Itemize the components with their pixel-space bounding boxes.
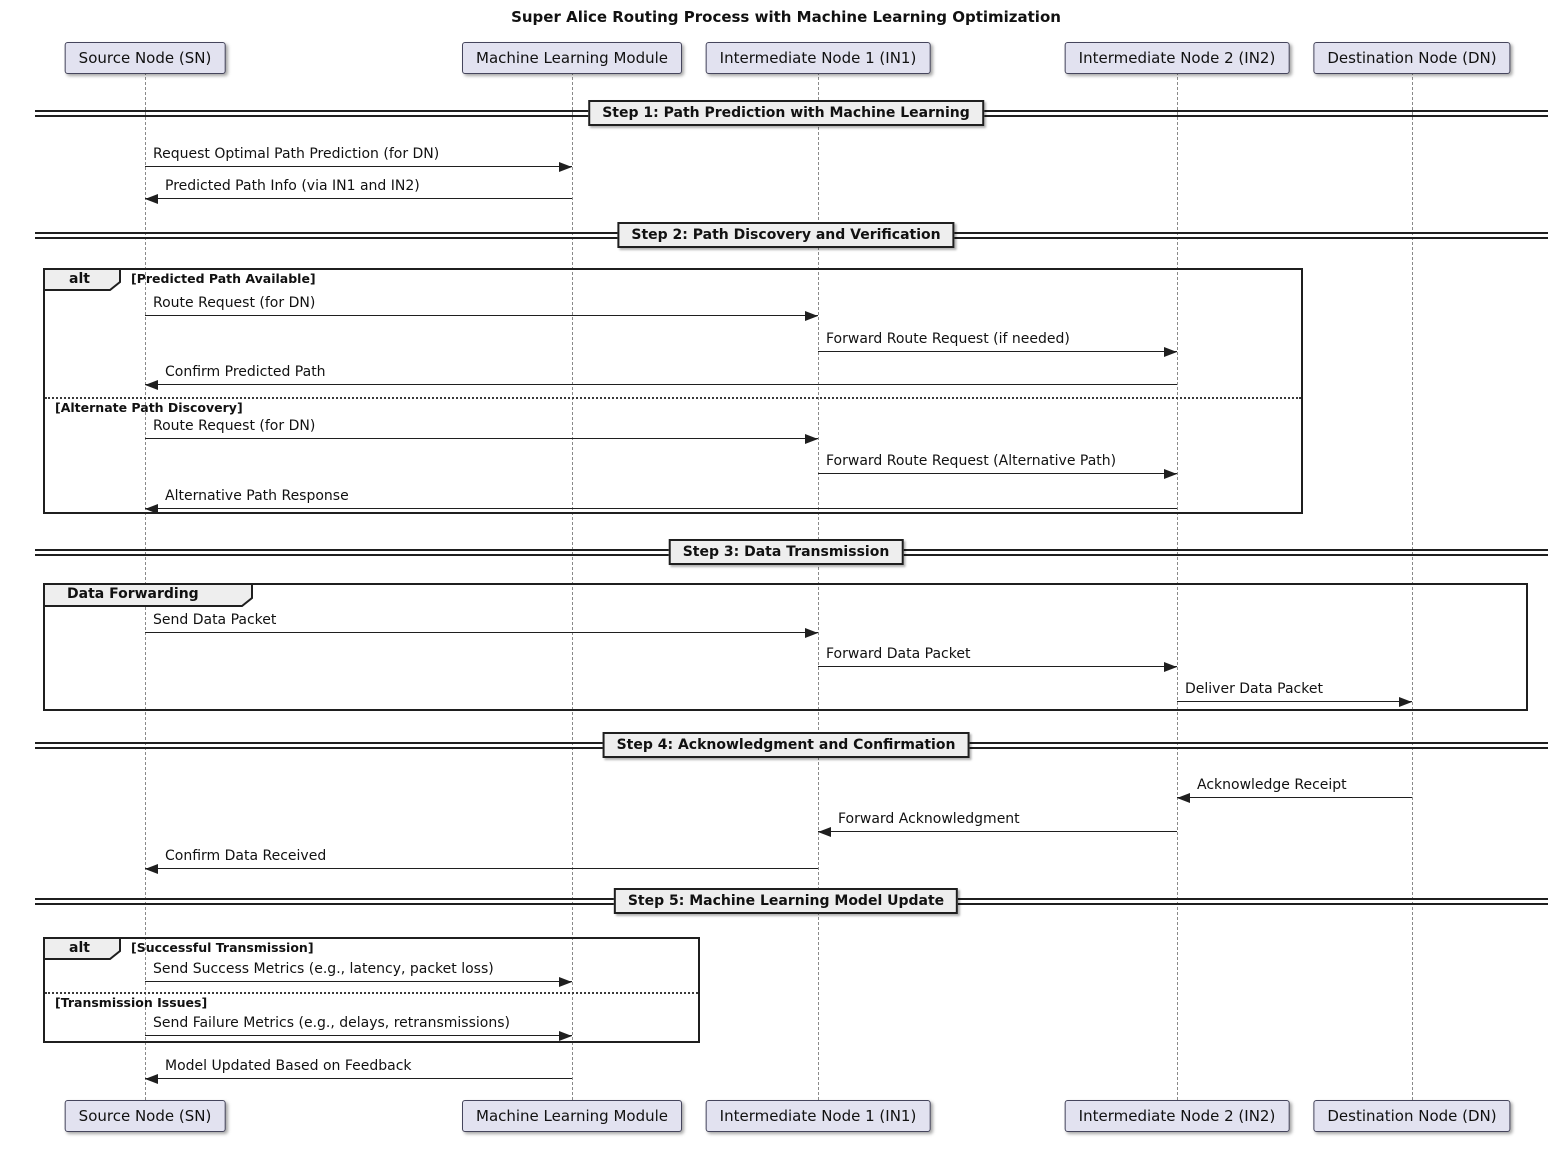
message-label: Send Failure Metrics (e.g., delays, retransmissions): [153, 1015, 510, 1031]
participant-in2-top: Intermediate Node 2 (IN2): [1065, 42, 1290, 74]
arrowhead-icon: [805, 311, 818, 321]
message-line: [145, 508, 1177, 509]
alt-separator: [45, 992, 698, 994]
arrowhead-icon: [559, 977, 572, 987]
arrowhead-icon: [1164, 662, 1177, 672]
message-line: [145, 632, 818, 633]
message-line: [145, 981, 572, 982]
message-line: [145, 438, 818, 439]
message-label: Forward Route Request (Alternative Path): [826, 453, 1117, 469]
guard-label: [Predicted Path Available]: [131, 271, 316, 286]
participant-in2-bottom: Intermediate Node 2 (IN2): [1065, 1100, 1290, 1132]
section-divider-label: Step 4: Acknowledgment and Confirmation: [603, 732, 970, 758]
guard-label: [Successful Transmission]: [131, 940, 314, 955]
arrowhead-icon: [805, 628, 818, 638]
participant-sn-bottom: Source Node (SN): [65, 1100, 226, 1132]
frame-tab-label: Data Forwarding: [67, 586, 199, 602]
message-label: Send Success Metrics (e.g., latency, packet loss): [153, 961, 494, 977]
arrowhead-icon: [559, 1031, 572, 1041]
arrowhead-icon: [559, 162, 572, 172]
participant-mlm-bottom: Machine Learning Module: [462, 1100, 682, 1132]
arrowhead-icon: [1177, 793, 1190, 803]
guard-label: [Alternate Path Discovery]: [55, 400, 243, 415]
message-label: Route Request (for DN): [153, 295, 316, 311]
message-line: [145, 166, 572, 167]
section-divider-label: Step 2: Path Discovery and Verification: [617, 222, 954, 248]
guard-label: [Transmission Issues]: [55, 995, 208, 1010]
message-label: Route Request (for DN): [153, 418, 316, 434]
arrowhead-icon: [1164, 469, 1177, 479]
arrowhead-icon: [145, 380, 158, 390]
message-line: [818, 473, 1177, 474]
arrowhead-icon: [145, 194, 158, 204]
arrowhead-icon: [1399, 697, 1412, 707]
arrowhead-icon: [1164, 347, 1177, 357]
message-label: Forward Acknowledgment: [838, 811, 1020, 827]
arrowhead-icon: [145, 504, 158, 514]
message-line: [145, 198, 572, 199]
arrowhead-icon: [145, 1074, 158, 1084]
frame-tab-label: alt: [69, 271, 90, 287]
arrowhead-icon: [145, 864, 158, 874]
arrowhead-icon: [805, 434, 818, 444]
message-label: Model Updated Based on Feedback: [165, 1058, 412, 1074]
alt-separator: [45, 397, 1301, 399]
message-label: Deliver Data Packet: [1185, 681, 1323, 697]
message-line: [818, 831, 1177, 832]
participant-mlm-top: Machine Learning Module: [462, 42, 682, 74]
message-label: Predicted Path Info (via IN1 and IN2): [165, 178, 420, 194]
message-line: [818, 351, 1177, 352]
message-label: Send Data Packet: [153, 612, 277, 628]
section-divider-label: Step 5: Machine Learning Model Update: [614, 888, 958, 914]
participant-dn-top: Destination Node (DN): [1313, 42, 1510, 74]
message-label: Acknowledge Receipt: [1197, 777, 1347, 793]
section-divider-label: Step 1: Path Prediction with Machine Learning: [588, 100, 984, 126]
message-label: Forward Route Request (if needed): [826, 331, 1070, 347]
arrowhead-icon: [818, 827, 831, 837]
message-line: [818, 666, 1177, 667]
message-line: [1177, 701, 1412, 702]
section-divider-label: Step 3: Data Transmission: [669, 539, 904, 565]
message-line: [145, 384, 1177, 385]
frame-tab-label: alt: [69, 940, 90, 956]
participant-sn-top: Source Node (SN): [65, 42, 226, 74]
message-line: [1177, 797, 1412, 798]
message-label: Alternative Path Response: [165, 488, 349, 504]
message-label: Request Optimal Path Prediction (for DN): [153, 146, 440, 162]
message-line: [145, 315, 818, 316]
participant-dn-bottom: Destination Node (DN): [1313, 1100, 1510, 1132]
message-label: Forward Data Packet: [826, 646, 971, 662]
participant-in1-bottom: Intermediate Node 1 (IN1): [706, 1100, 931, 1132]
message-label: Confirm Predicted Path: [165, 364, 326, 380]
message-label: Confirm Data Received: [165, 848, 327, 864]
participant-in1-top: Intermediate Node 1 (IN1): [706, 42, 931, 74]
message-line: [145, 868, 818, 869]
diagram-title: Super Alice Routing Process with Machine Learning Optimization: [511, 8, 1061, 26]
message-line: [145, 1035, 572, 1036]
message-line: [145, 1078, 572, 1079]
